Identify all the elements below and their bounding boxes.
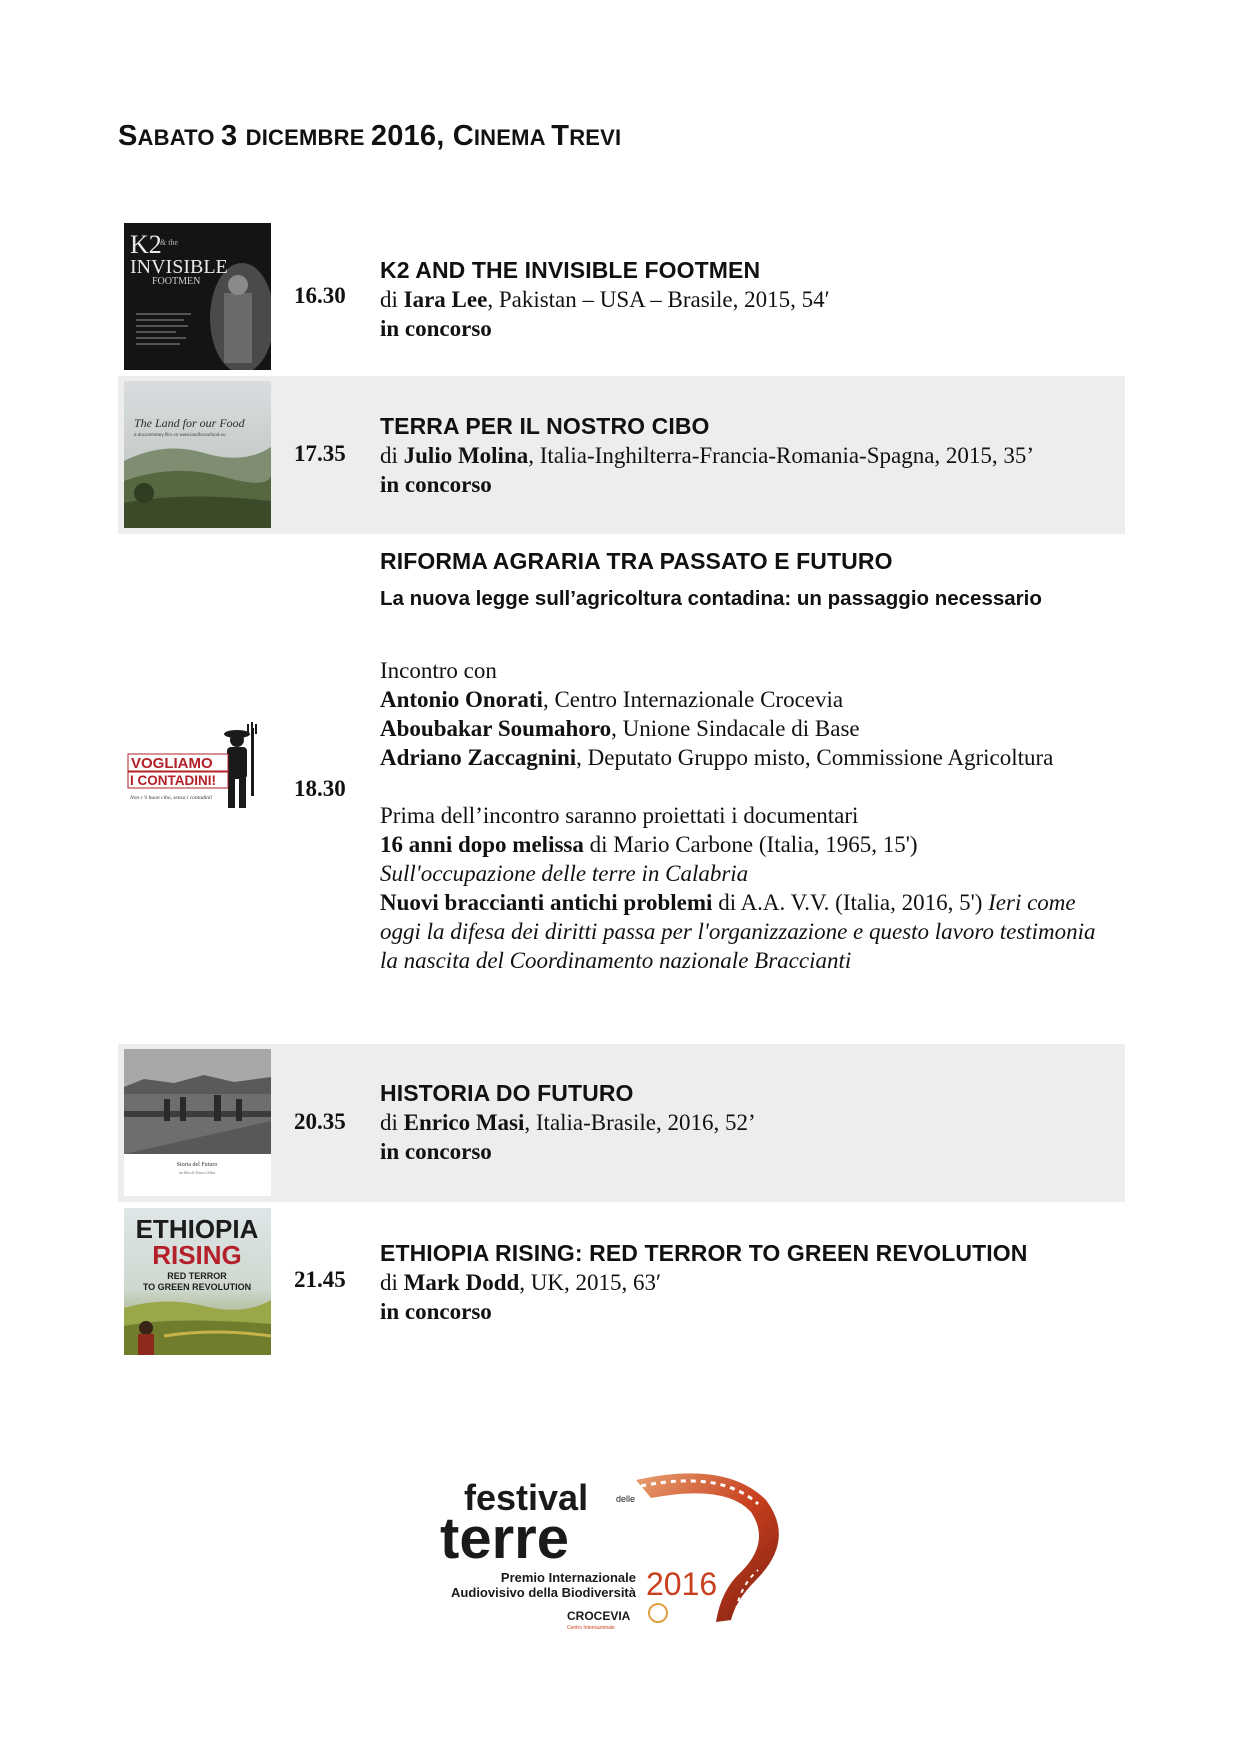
title-part: S xyxy=(118,120,138,152)
logo-word: delle xyxy=(616,1494,636,1504)
event-info xyxy=(380,255,1117,343)
event-info xyxy=(380,411,1117,499)
doc-title: Nuovi braccianti antichi problemi xyxy=(380,890,713,915)
film-director: Enrico Masi xyxy=(403,1110,525,1135)
film-poster-ethiopia xyxy=(124,1208,271,1355)
doc-title: 16 anni dopo melissa xyxy=(380,832,584,857)
title-part: 2016, C xyxy=(370,120,474,152)
event-time: 18.30 xyxy=(294,776,346,801)
logo-word: terre xyxy=(440,1506,569,1571)
film-details: , UK, 2015, 63′ xyxy=(519,1270,662,1295)
program-row xyxy=(118,1204,1125,1360)
poster-text: INVISIBLE xyxy=(130,256,228,278)
film-title: HISTORIA DO FUTURO xyxy=(380,1080,634,1106)
event-info xyxy=(380,1078,1117,1166)
film-title: TERRA PER IL NOSTRO CIBO xyxy=(380,413,710,439)
competition-status: in concorso xyxy=(380,316,492,341)
film-credits xyxy=(380,441,1117,470)
event-time: 20.35 xyxy=(294,1109,346,1134)
program-row xyxy=(118,376,1125,534)
credit-prefix: di xyxy=(380,287,404,312)
logo-year: 2016 xyxy=(646,1566,718,1602)
crocevia-icon xyxy=(649,1604,667,1622)
poster-text: un film di Enrico Masi xyxy=(178,1170,216,1175)
doc-details: di Mario Carbone (Italia, 1965, 15') xyxy=(583,832,918,857)
doc-note: Ieri come oggi la difesa dei diritti passa per l'organizzazione e questo lavoro testimonia la nascita del Coordinamento nazionale Braccianti xyxy=(380,890,1096,973)
logo-tagline: Premio Internazionale xyxy=(500,1570,636,1585)
film-title: K2 AND THE INVISIBLE FOOTMEN xyxy=(380,257,761,283)
logo-tagline: Audiovisivo della Biodiversità xyxy=(451,1585,636,1600)
event-info xyxy=(380,1238,1117,1326)
poster-text: a documentary film on www.landforourfood.eu xyxy=(134,432,226,437)
credit-prefix: di xyxy=(380,1270,404,1295)
poster-text: RISING xyxy=(152,1240,242,1270)
poster-text: TO GREEN REVOLUTION xyxy=(142,1282,252,1292)
speaker-name: Antonio Onorati xyxy=(380,687,543,712)
festival-logo xyxy=(436,1460,806,1635)
title-part: ABATO xyxy=(137,125,222,150)
documentary xyxy=(380,830,1117,859)
title-part: DICEMBRE xyxy=(245,125,371,150)
film-details: , Pakistan – USA – Brasile, 2015, 54′ xyxy=(487,287,830,312)
speaker-role: , Deputato Gruppo misto, Commissione Agricoltura xyxy=(576,745,1054,770)
film-poster-historia xyxy=(124,1049,271,1196)
event-time: 21.45 xyxy=(294,1267,346,1292)
event-info xyxy=(380,546,1117,975)
film-director: Iara Lee xyxy=(403,287,488,312)
poster-text: K2 xyxy=(130,230,162,259)
event-time: 17.35 xyxy=(294,441,346,466)
logo-org: CROCEVIA xyxy=(567,1609,631,1623)
logo-word: festival xyxy=(464,1477,589,1518)
speaker-role: , Centro Internazionale Crocevia xyxy=(542,687,844,712)
credit-prefix: di xyxy=(380,1110,404,1135)
title-part: 3 xyxy=(221,120,246,152)
competition-status: in concorso xyxy=(380,1299,492,1324)
title-part: REVI xyxy=(569,125,622,150)
film-director: Julio Molina xyxy=(403,443,529,468)
speaker-name: Aboubakar Soumahoro xyxy=(380,716,612,741)
page-title xyxy=(118,120,621,153)
event-time: 16.30 xyxy=(294,283,346,308)
title-part: T xyxy=(551,120,570,152)
program-row xyxy=(118,220,1125,373)
speaker xyxy=(380,743,1117,772)
event-title: RIFORMA AGRARIA TRA PASSATO E FUTURO xyxy=(380,548,893,574)
speaker-role: , Unione Sindacale di Base xyxy=(611,716,860,741)
speaker xyxy=(380,685,1117,714)
poster-text: The Land for our Food xyxy=(134,416,245,430)
logo-org-sub: Centro Internazionale xyxy=(567,1625,615,1631)
poster-vogliamo-contadini xyxy=(124,714,271,814)
competition-status: in concorso xyxy=(380,472,492,497)
film-poster-k2 xyxy=(124,223,271,370)
title-part: INEMA xyxy=(473,125,552,150)
film-details: , Italia-Inghilterra-Francia-Romania-Spagna, 2015, 35’ xyxy=(528,443,1035,468)
poster-text: RED TERROR xyxy=(167,1271,227,1281)
doc-details: di A.A. V.V. (Italia, 2016, 5') xyxy=(712,890,989,915)
documentary xyxy=(380,888,1117,975)
docs-intro: Prima dell’incontro saranno proiettati i documentari xyxy=(380,803,859,828)
poster-text: & the xyxy=(160,238,178,247)
film-director: Mark Dodd xyxy=(403,1270,520,1295)
speaker xyxy=(380,714,1117,743)
competition-status: in concorso xyxy=(380,1139,492,1164)
film-credits xyxy=(380,1268,1117,1297)
poster-text: FOOTMEN xyxy=(152,276,201,287)
poster-text: VOGLIAMO xyxy=(131,755,213,772)
poster-text: Storia del Futuro xyxy=(176,1162,218,1168)
event-subtitle: La nuova legge sull’agricoltura contadina: un passaggio necessario xyxy=(380,587,1042,610)
film-title: ETHIOPIA RISING: RED TERROR TO GREEN REVOLUTION xyxy=(380,1240,1028,1266)
credit-prefix: di xyxy=(380,443,404,468)
film-credits xyxy=(380,285,1117,314)
doc-note: Sull'occupazione delle terre in Calabria xyxy=(380,861,749,886)
meeting-intro: Incontro con xyxy=(380,658,497,683)
poster-text: ETHIOPIA xyxy=(135,1214,259,1244)
program-row xyxy=(118,1044,1125,1202)
film-poster-land xyxy=(124,381,271,528)
poster-text: I CONTADINI! xyxy=(130,773,216,788)
poster-text: Non c’è buon cibo, senza i contadini! xyxy=(130,795,213,801)
film-credits xyxy=(380,1108,1117,1137)
program-row xyxy=(118,534,1125,1044)
film-details: , Italia-Brasile, 2016, 52’ xyxy=(524,1110,756,1135)
speaker-name: Adriano Zaccagnini xyxy=(380,745,577,770)
